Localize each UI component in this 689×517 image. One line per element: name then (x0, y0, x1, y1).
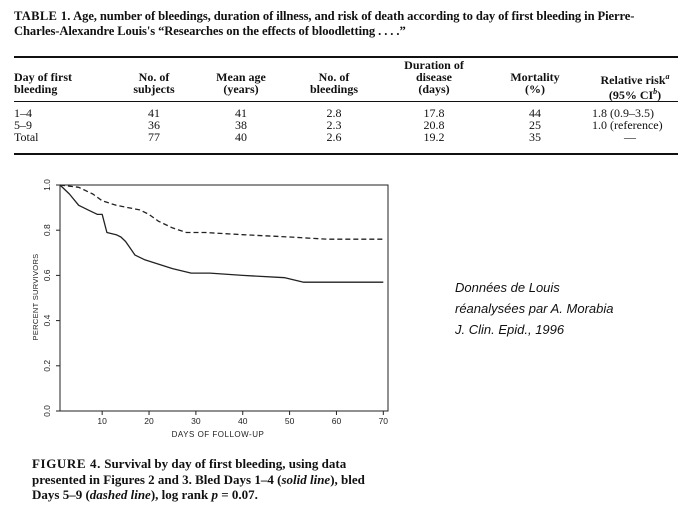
header-no-of-bleedings: No. of bleedings (309, 70, 358, 96)
cell-bleedings: 2.8 (326, 106, 342, 120)
y-tick-label: 0.6 (42, 269, 52, 282)
header-relative-risk: Relative risk$^a$ (95% $CI^b$) (600, 72, 670, 102)
cell-day: Total (14, 130, 39, 144)
header-no-of-subjects: No. of subjects (133, 70, 175, 96)
side-note-line: J. Clin. Epid., 1996 (455, 322, 565, 337)
cell-bleedings: 2.6 (326, 130, 342, 144)
cell-mean-age: 41 (235, 106, 247, 120)
chart-frame (60, 185, 388, 411)
figure-caption-label: FIGURE 4. (32, 456, 101, 471)
cell-subjects: 41 (148, 106, 160, 120)
chart-ticks (42, 179, 388, 426)
cell-mortality: 25 (529, 118, 541, 132)
side-note (455, 277, 675, 340)
cell-duration: 20.8 (423, 118, 445, 132)
cell-mortality: 35 (529, 130, 541, 144)
x-tick-label: 70 (378, 416, 389, 426)
table-caption-lead: TABLE 1. (14, 9, 71, 23)
side-note-line: Données de Louis (455, 280, 560, 295)
cell-relative-risk: — (624, 130, 636, 144)
plot-area-frame (60, 185, 388, 411)
dashed-survival-line (60, 185, 383, 239)
x-axis-label: DAYS OF FOLLOW-UP (171, 430, 265, 439)
x-tick-label: 20 (144, 416, 154, 426)
x-tick-label: 60 (331, 416, 342, 426)
cell-bleedings: 2.3 (326, 118, 342, 132)
figure-caption: FIGURE 4. Survival by day of first bleeding, using data presented in Figures 2 and 3. Bled Days 1–4 (solid line), bled Days 5–9 (dashed line), log rank p = 0.07. (32, 456, 365, 502)
y-tick-label: 0.4 (42, 314, 52, 327)
header-mean-age: Mean age (years) (216, 70, 266, 96)
side-note-line: réanalysées par A. Morabia (455, 301, 614, 316)
chart-series (60, 185, 383, 282)
cell-subjects: 36 (148, 118, 160, 132)
cell-relative-risk: 1.0 (reference) (592, 118, 663, 132)
cell-mean-age: 40 (235, 130, 247, 144)
header-mortality: Mortality (%) (510, 70, 560, 96)
cell-subjects: 77 (148, 130, 160, 144)
x-tick-label: 10 (97, 416, 107, 426)
x-tick-label: 40 (238, 416, 248, 426)
header-duration-of-disease: Duration of disease (days) (404, 58, 464, 96)
y-tick-label: 0.8 (42, 224, 52, 237)
cell-duration: 19.2 (423, 130, 445, 144)
cell-relative-risk: 1.8 (0.9–3.5) (592, 106, 654, 120)
cell-mortality: 44 (529, 106, 541, 120)
cell-mean-age: 38 (235, 118, 247, 132)
cell-day: 1–4 (14, 106, 32, 120)
y-axis-label: PERCENT SURVIVORS (31, 253, 40, 341)
y-tick-label: 1.0 (42, 179, 52, 191)
y-tick-label: 0.2 (42, 359, 52, 372)
cell-duration: 17.8 (423, 106, 445, 120)
header-day-of-first-bleeding: Day of first bleeding (14, 70, 72, 96)
x-tick-label: 50 (284, 416, 295, 426)
table-caption-text: Age, number of bleedings, duration of illness, and risk of death according to day of first bleeding in Pierre-Charles-Alexandre Louis's “Researches on the effects of bloodletting . . . .” (14, 9, 635, 38)
cell-day: 5–9 (14, 118, 32, 132)
x-tick-label: 30 (191, 416, 201, 426)
y-tick-label: 0.0 (42, 405, 52, 417)
